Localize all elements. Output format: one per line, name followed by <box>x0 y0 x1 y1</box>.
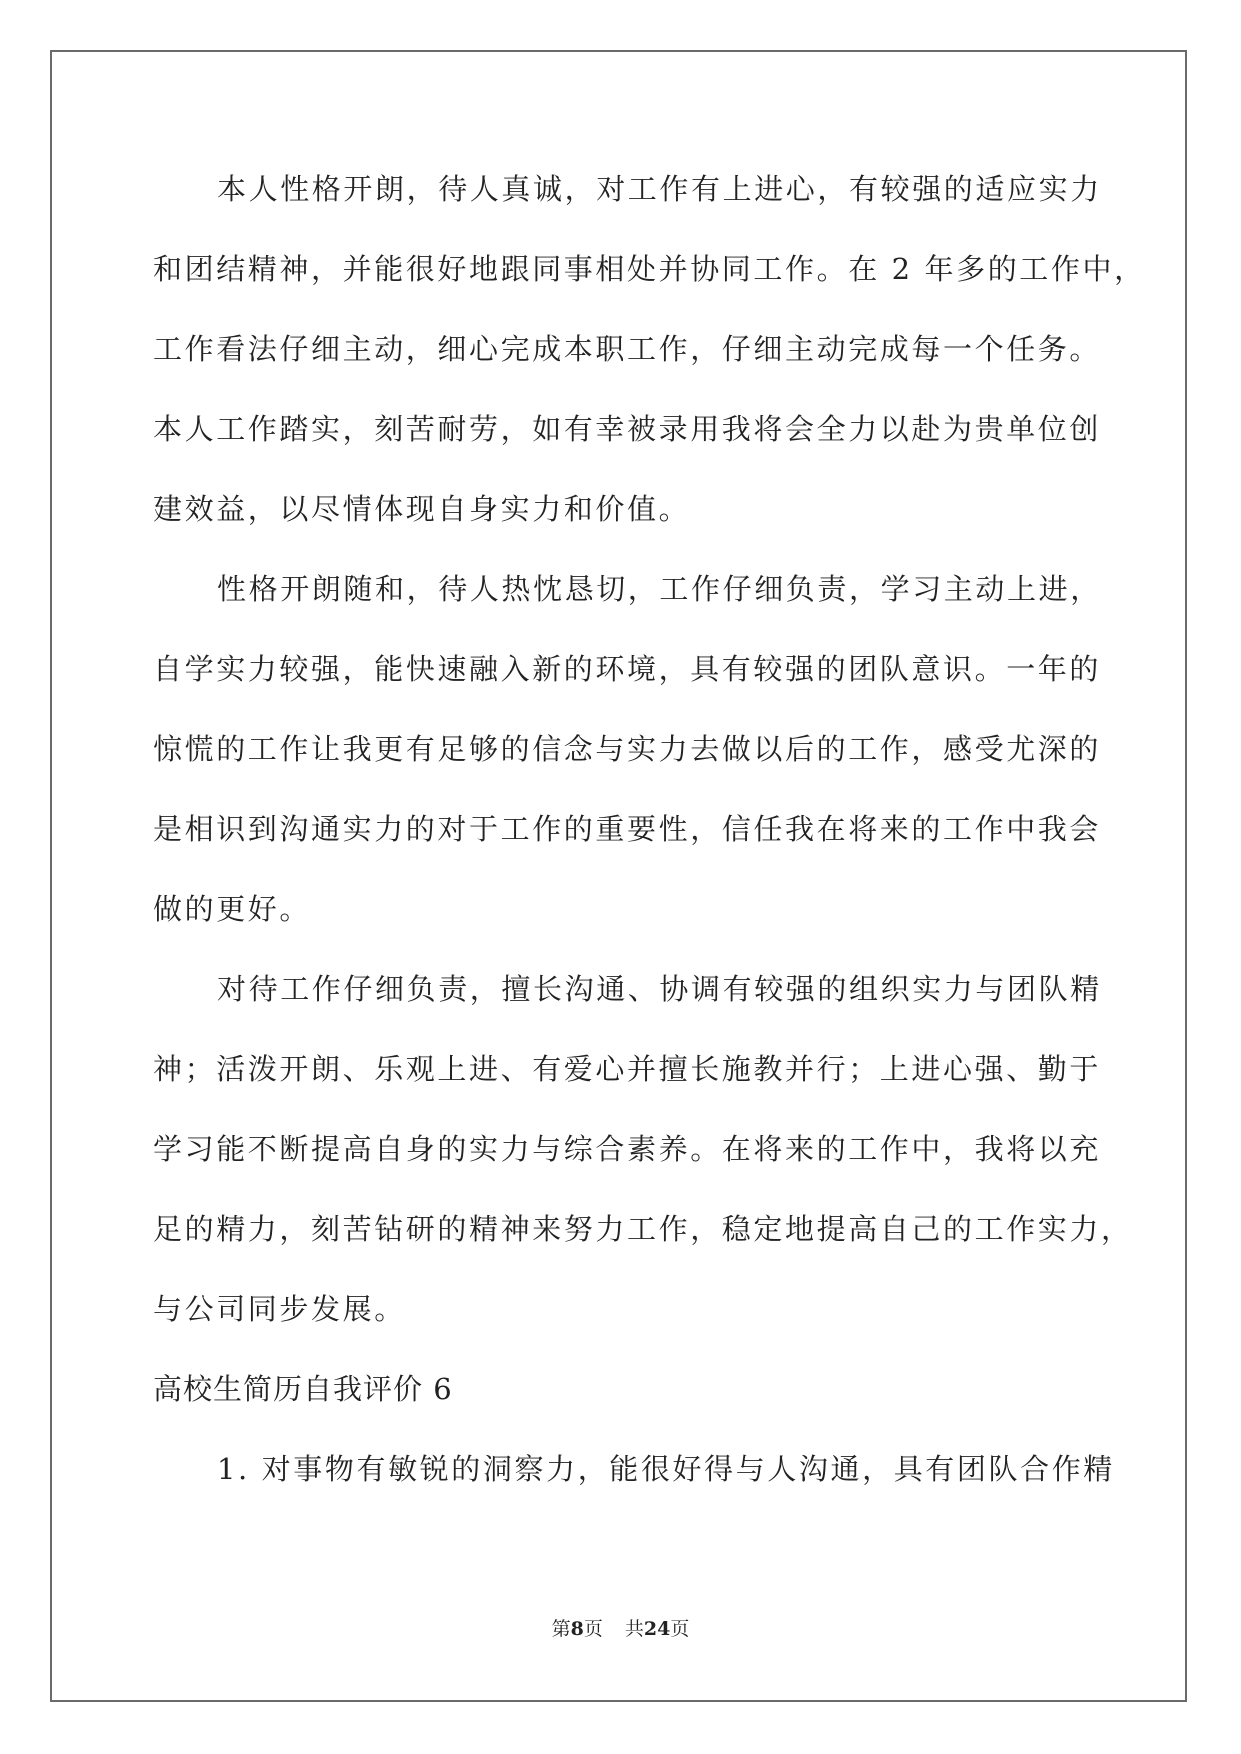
paragraph-line: 学习能不断提高自身的实力与综合素养。在将来的工作中，我将以充 <box>153 1132 1102 1166</box>
paragraph-line: 本人工作踏实，刻苦耐劳，如有幸被录用我将会全力以赴为贵单位创 <box>153 412 1102 446</box>
paragraph-line: 性格开朗随和，待人热忱恳切，工作仔细负责，学习主动上进， <box>217 572 1102 606</box>
paragraph-line: 工作看法仔细主动，细心完成本职工作，仔细主动完成每一个任务。 <box>153 332 1102 366</box>
page-footer <box>0 1617 1241 1641</box>
total-page-number: 24 <box>643 1618 671 1640</box>
current-page-number: 8 <box>570 1618 584 1640</box>
paragraph-line: 惊慌的工作让我更有足够的信念与实力去做以后的工作，感受尤深的 <box>153 732 1102 766</box>
page-prefix: 第 <box>551 1618 571 1640</box>
paragraph-line: 对待工作仔细负责，擅长沟通、协调有较强的组织实力与团队精 <box>217 972 1102 1006</box>
list-item: 1. 对事物有敏锐的洞察力，能很好得与人沟通，具有团队合作精 <box>217 1452 1115 1486</box>
section-heading: 高校生简历自我评价 6 <box>153 1372 453 1406</box>
paragraph-line: 本人性格开朗，待人真诚，对工作有上进心，有较强的适应实力 <box>217 172 1102 206</box>
paragraph-line: 和团结精神，并能很好地跟同事相处并协同工作。在 2 年多的工作中， <box>153 252 1146 286</box>
page-suffix: 页 <box>583 1618 603 1640</box>
paragraph-line: 自学实力较强，能快速融入新的环境，具有较强的团队意识。一年的 <box>153 652 1102 686</box>
paragraph-line: 做的更好。 <box>153 892 312 926</box>
paragraph-line: 是相识到沟通实力的对于工作的重要性，信任我在将来的工作中我会 <box>153 812 1102 846</box>
paragraph-line: 建效益，以尽情体现自身实力和价值。 <box>153 492 691 526</box>
total-prefix: 共 <box>624 1618 644 1640</box>
paragraph-line: 与公司同步发展。 <box>153 1292 406 1326</box>
paragraph-line: 神；活泼开朗、乐观上进、有爱心并擅长施教并行；上进心强、勤于 <box>153 1052 1102 1086</box>
total-suffix: 页 <box>670 1618 690 1640</box>
paragraph-line: 足的精力，刻苦钻研的精神来努力工作，稳定地提高自己的工作实力， <box>153 1212 1133 1246</box>
